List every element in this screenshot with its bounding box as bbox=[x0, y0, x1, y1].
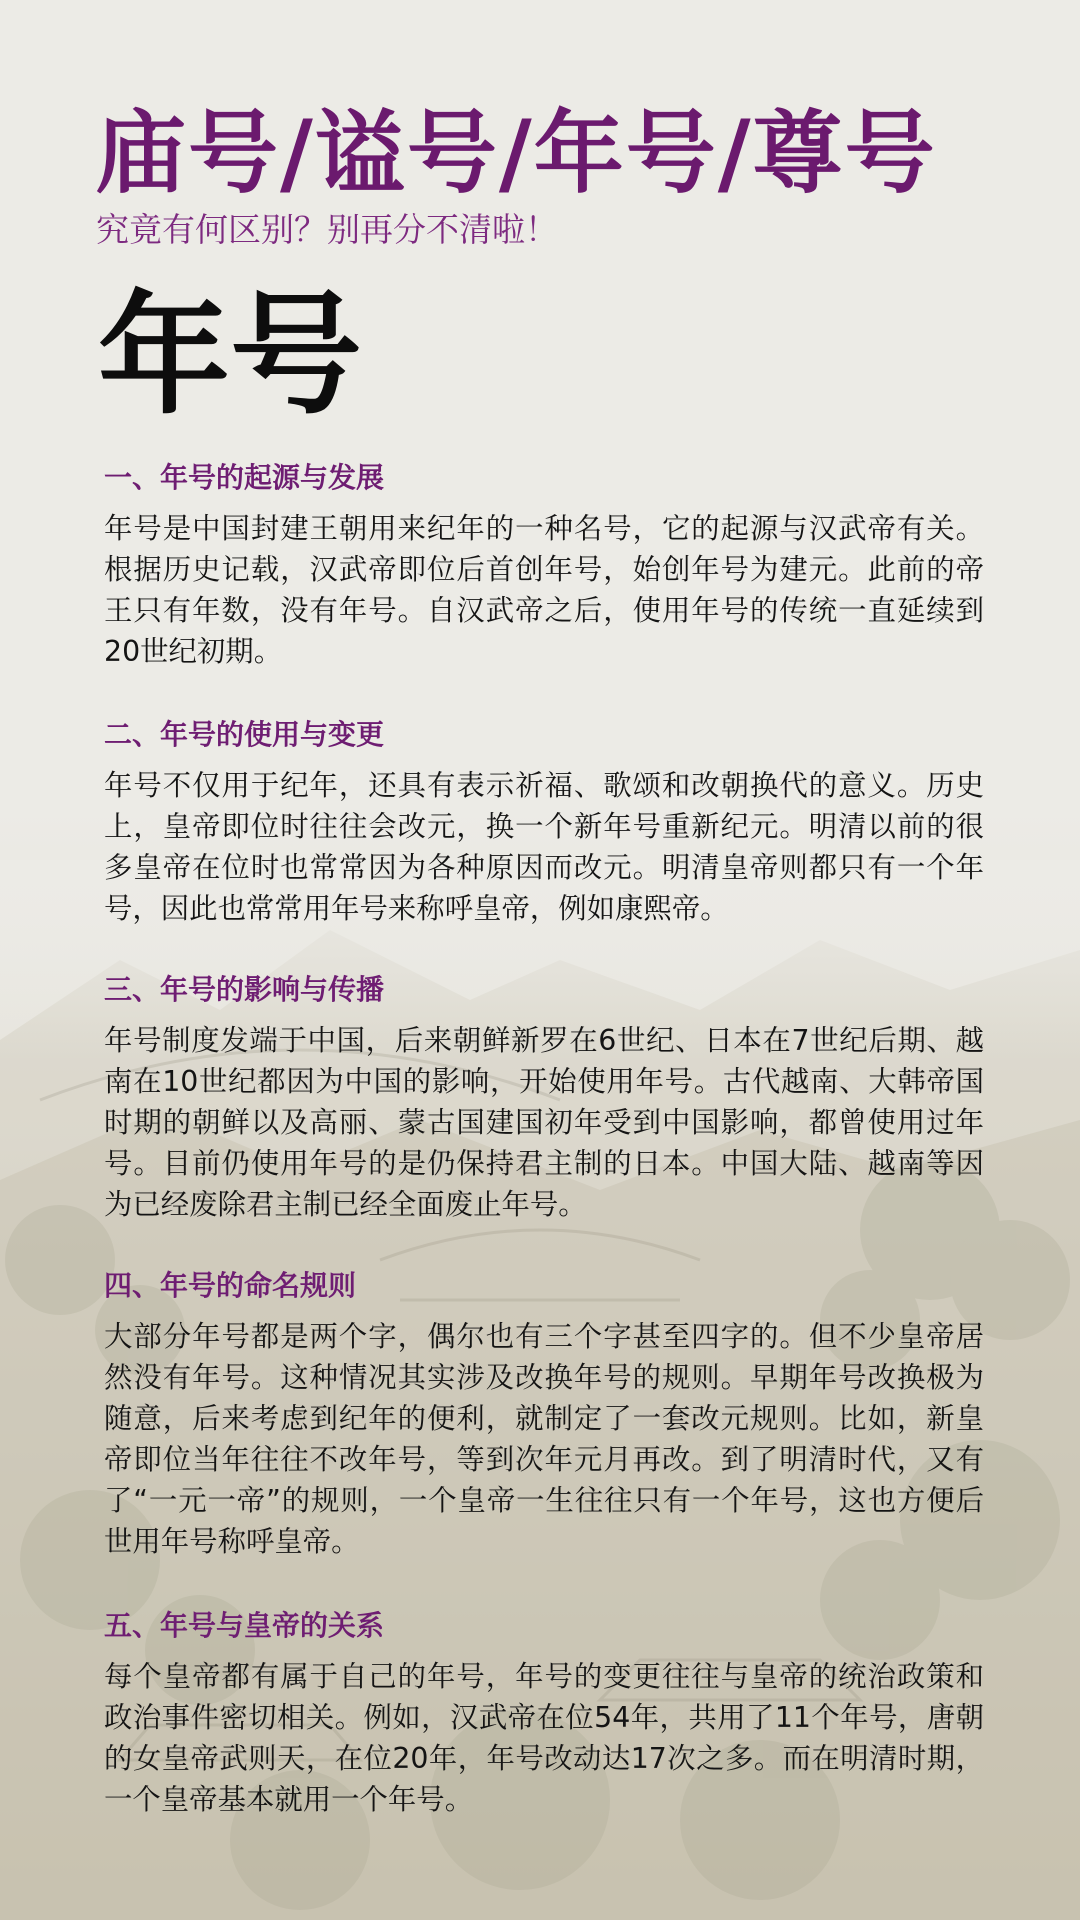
section-emperor-relation bbox=[104, 1606, 984, 1820]
section-heading: 五、年号与皇帝的关系 bbox=[104, 1609, 385, 1642]
section-origin bbox=[104, 458, 984, 672]
section-body: 每个皇帝都有属于自己的年号，年号的变更往往与皇帝的统治政策和政治事件密切相关。例如，汉武帝在位54年，共用了11个年号，唐朝的女皇帝武则天，在位20年，年号改动达17次之多。而在明清时期，一个皇帝基本就用一个年号。 bbox=[104, 1660, 984, 1816]
section-body: 年号不仅用于纪年，还具有表示祈福、歌颂和改朝换代的意义。历史上，皇帝即位时往往会改元，换一个新年号重新纪元。明清以前的很多皇帝在位时也常常因为各种原因而改元。明清皇帝则都只有一个年号，因此也常常用年号来称呼皇帝，例如康熙帝。 bbox=[104, 769, 984, 925]
page-title: 庙号/谥号/年号/尊号 bbox=[96, 101, 937, 206]
section-naming-rules bbox=[104, 1266, 984, 1562]
section-usage bbox=[104, 715, 984, 929]
section-heading: 四、年号的命名规则 bbox=[104, 1269, 357, 1302]
section-heading: 三、年号的影响与传播 bbox=[104, 973, 385, 1006]
section-body: 年号是中国封建王朝用来纪年的一种名号，它的起源与汉武帝有关。根据历史记载，汉武帝即位后首创年号，始创年号为建元。此前的帝王只有年数，没有年号。自汉武帝之后，使用年号的传统一直延续到20世纪初期。 bbox=[104, 512, 984, 668]
section-body: 年号制度发端于中国，后来朝鲜新罗在6世纪、日本在7世纪后期、越南在10世纪都因为中国的影响，开始使用年号。古代越南、大韩帝国时期的朝鲜以及高丽、蒙古国建国初年受到中国影响，都曾使用过年号。目前仍使用年号的是仍保持君主制的日本。中国大陆、越南等因为已经废除君主制已经全面废止年号。 bbox=[104, 1024, 984, 1221]
topic-heading: 年号 bbox=[98, 279, 362, 433]
section-influence bbox=[104, 970, 984, 1225]
page-subtitle: 究竟有何区别？别再分不清啦！ bbox=[96, 210, 558, 249]
section-body: 大部分年号都是两个字，偶尔也有三个字甚至四字的。但不少皇帝居然没有年号。这种情况其实涉及改换年号的规则。早期年号改换极为随意，后来考虑到纪年的便利，就制定了一套改元规则。比如，新皇帝即位当年往往不改年号，等到次年元月再改。到了明清时代，又有了“一元一帝”的规则，一个皇帝一生往往只有一个年号，这也方便后世用年号称呼皇帝。 bbox=[104, 1320, 984, 1558]
section-heading: 二、年号的使用与变更 bbox=[104, 718, 385, 751]
section-heading: 一、年号的起源与发展 bbox=[104, 461, 385, 494]
